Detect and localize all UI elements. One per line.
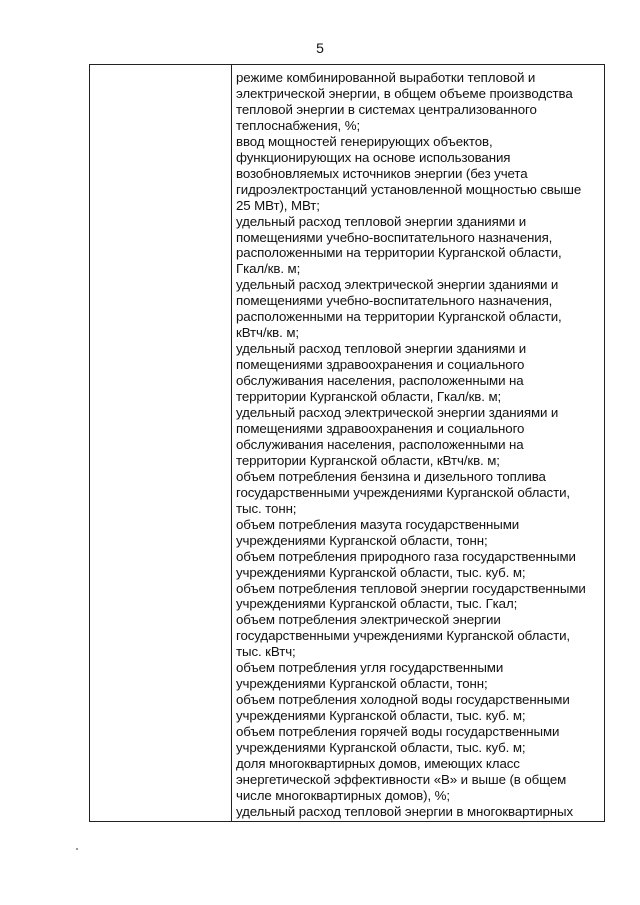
text-line: энергетической эффективности «В» и выше (в общем [236,771,567,787]
text-line: гидроэлектростанций установленной мощностью свыше [236,181,582,197]
text-line: функционирующих на основе использования [236,149,511,165]
text-line: тыс. тонн; [236,500,297,516]
text-line: возобновляемых источников энергии (без учета [236,165,528,181]
text-line: ввод мощностей генерирующих объектов, [236,133,493,149]
text-line: территории Курганской области, Гкал/кв. м; [236,389,502,405]
text-line: кВтч/кв. м; [236,325,299,341]
text-line: тыс. кВтч; [236,644,296,660]
text-line: удельный расход тепловой энергии зданиями и [236,341,527,357]
text-line: доля многоквартирных домов, имеющих класс [236,755,520,771]
text-line: расположенными на территории Курганской области, [236,309,562,325]
scan-speck [76,848,78,850]
text-line: объем потребления бензина и дизельного топлива [236,468,546,484]
text-line: территории Курганской области, кВтч/кв. м; [236,452,500,468]
text-line: объем потребления тепловой энергии государственными [236,580,586,596]
text-line: помещениями здравоохранения и социального [236,357,525,373]
text-line: теплоснабжения, %; [236,117,361,133]
text-line: учреждениями Курганской области, тыс. куб. м; [236,708,526,724]
text-line: объем потребления угля государственными [236,660,504,676]
text-line: учреждениями Курганской области, тыс. куб. м; [236,740,526,756]
text-line: учреждениями Курганской области, тонн; [236,676,488,692]
text-line: помещениями учебно-воспитательного назначения, [236,293,553,309]
text-line: удельный расход тепловой энергии зданиями и [236,213,527,229]
text-line: учреждениями Курганской области, тонн; [236,532,488,548]
text-line: тепловой энергии в системах централизованного [236,101,537,117]
text-line: учреждениями Курганской области, тыс. Гкал; [236,596,518,612]
text-line: объем потребления электрической энергии [236,612,501,628]
document-table [89,64,605,822]
text-line: расположенными на территории Курганской области, [236,245,562,261]
text-line: объем потребления мазута государственными [236,516,520,532]
text-line: удельный расход электрической энергии зданиями и [236,405,559,421]
text-line: государственными учреждениями Курганской области, [236,628,571,644]
text-line: электрической энергии, в общем объеме производства [236,85,573,101]
text-line: режиме комбинированной выработки тепловой и [236,70,536,85]
text-line: удельный расход электрической энергии зданиями и [236,277,559,293]
table-right-column [232,65,604,821]
table-left-column [90,65,232,821]
text-line: 25 МВт), МВт; [236,197,320,213]
text-line: Гкал/кв. м; [236,261,301,277]
text-line: объем потребления холодной воды государственными [236,692,570,708]
text-line: помещениями здравоохранения и социального [236,420,525,436]
text-line: объем потребления природного газа государственными [236,548,576,564]
text-line: государственными учреждениями Курганской области, [236,484,571,500]
text-line: учреждениями Курганской области, тыс. куб. м; [236,564,526,580]
page-number: 5 [316,40,324,56]
text-line: помещениями учебно-воспитательного назначения, [236,229,553,245]
text-line: числе многоквартирных домов), %; [236,787,450,803]
text-line: обслуживания населения, расположенными на [236,436,524,452]
text-line: обслуживания населения, расположенными на [236,373,524,389]
text-line: объем потребления горячей воды государственными [236,724,560,740]
text-line: удельный расход тепловой энергии в многоквартирных [236,803,573,819]
